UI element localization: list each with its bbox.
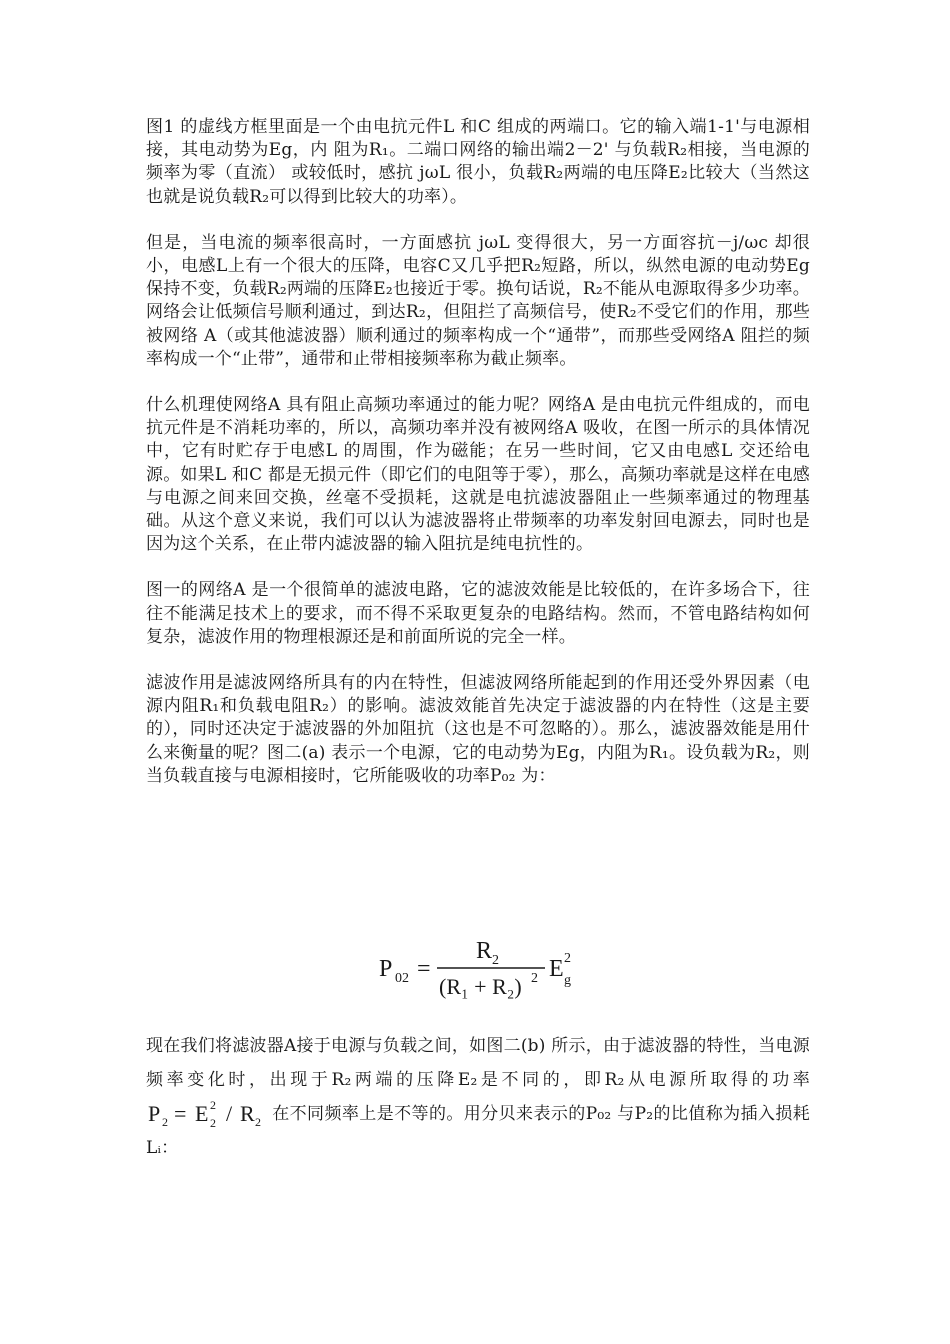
inline-slash: / [226, 1101, 233, 1126]
inline-rhs-sub: 2 [210, 1116, 217, 1129]
inline-rhs-sup: 2 [210, 1098, 217, 1112]
formula-factor-sub: g [564, 973, 571, 988]
formula-lhs: P [379, 956, 393, 982]
inline-equals: = [174, 1101, 187, 1126]
formula-denominator: (R₁ + R₂) [439, 974, 522, 999]
formula-numerator-sub: 2 [492, 953, 499, 968]
formula-equals: = [417, 956, 431, 982]
paragraph-4: 图一的网络A 是一个很简单的滤波电路，它的滤波效能是比较低的，在许多场合下，往往不能满足技术上的要求，而不得不采取更复杂的电路结构。然而，不管电路结构如何复杂，滤波作用的物理根源还是和前面所说的完全一样。 [146, 580, 810, 647]
formula-lhs-sub: 02 [395, 971, 409, 986]
paragraph-6-text-after: 在不同频率上是不等的。用分贝来表示的P₀₂ 与P₂的比值称为插入损耗Lᵢ： [146, 1104, 810, 1158]
inline-denom: R [240, 1101, 255, 1126]
formula-denominator-exp: 2 [531, 971, 538, 986]
paragraph-6-text-before: 现在我们将滤波器A接于电源与负载之间，如图二(b) 所示，由于滤波器的特性，当电源频率变化时，出现于R₂两端的压降E₂是不同的，即R₂从电源所取得的功率 [146, 1036, 810, 1090]
power-formula-p02 [379, 938, 579, 1000]
paragraph-3: 什么机理使网络A 具有阻止高频功率通过的能力呢？网络A 是由电抗元件组成的，而电抗元件是不消耗功率的，所以，高频功率并没有被网络A 吸收，在图一所示的具体情况中，它有时贮存于电感L 的周围，作为磁能；在另一些时间，它又由电感L 交还给电源。如果L 和C 都是无损元件（即它们的电阻等于零），那么，高频功率就是这样在电感与电源之间来回交换，丝毫不受损耗，这就是电抗滤波器阻止一些频率通过的物理基础。从这个意义来说，我们可以认为滤波器将止带频率的功率发射回电源去，同时也是因为这个关系，在止带内滤波器的输入阻抗是纯电抗性的。 [146, 395, 810, 555]
formula-factor-sup: 2 [564, 951, 571, 966]
paragraph-6 [146, 1029, 810, 1165]
inline-lhs: P [148, 1101, 161, 1126]
formula-numerator: R [476, 938, 493, 964]
paragraph-5: 滤波作用是滤波网络所具有的内在特性，但滤波网络所能起到的作用还受外界因素（电源内阻R₁和负载电阻R₂）的影响。滤波效能首先决定于滤波器的内在特性（这是主要的），同时还决定于滤波器的外加阻抗（这也是不可忽略的）。那么，滤波器效能是用什么来衡量的呢？图二(a) 表示一个电源，它的电动势为Eg，内阻为R₁。设负载为R₂，则当负载直接与电源相接时，它所能吸收的功率P₀₂ 为： [146, 673, 810, 786]
paragraph-2: 但是，当电流的频率很高时，一方面感抗 jωL 变得很大，另一方面容抗－j/ωc 却很小，电感L上有一个很大的压降，电容C又几乎把R₂短路，所以，纵然电源的电动势Eg保持不变，负载R₂两端的压降E₂也接近于零。换句话说，R₂不能从电源取得多少功率。网络会让低频信号顺利通过，到达R₂，但阻拦了高频信号，使R₂不受它们的作用，那些被网络 A（或其他滤波器）顺利通过的频率构成一个“通带”，而那些受网络A 阻拦的频率构成一个“止带”，通带和止带相接频率称为截止频率。 [146, 232, 810, 369]
inline-denom-sub: 2 [255, 1115, 262, 1129]
formula-factor: E [549, 956, 564, 982]
inline-lhs-sub: 2 [162, 1115, 169, 1129]
inline-rhs: E [195, 1101, 209, 1126]
power-formula-p2 [148, 1097, 270, 1129]
paragraph-1: 图1 的虚线方框里面是一个由电抗元件L 和C 组成的两端口。它的输入端1-1'与电源相接，其电动势为Eg，内 阻为R₁。二端口网络的输出端2－2' 与负载R₂相接，当电源的频率为零（直流） 或较低时，感抗 jωL 很小，负载R₂两端的电压降E₂比较大（当然这也就是说负载R₂可以得到比较大的功率）。 [146, 117, 810, 207]
document-body-continued [146, 1029, 810, 1165]
document-body [146, 116, 810, 811]
